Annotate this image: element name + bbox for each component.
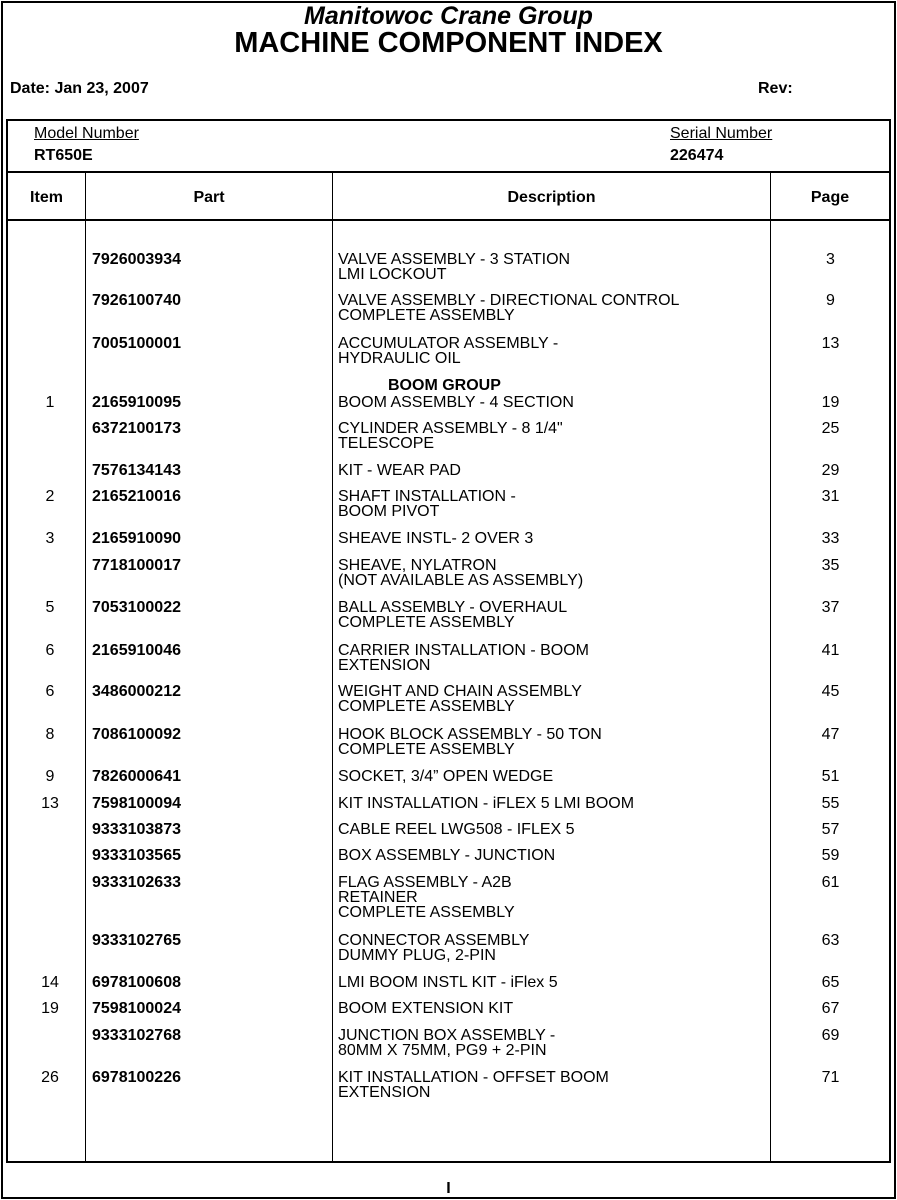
row-page-number: 13: [821, 335, 840, 352]
row-description: [338, 531, 533, 546]
column-divider-part: [332, 172, 333, 1161]
page-number: I: [446, 1180, 451, 1197]
row-part-number: 2165210016: [92, 488, 181, 505]
row-description: [338, 643, 589, 673]
row-page-number: 55: [821, 795, 840, 812]
row-description: [338, 1001, 513, 1016]
row-page-number: 3: [826, 251, 835, 268]
row-description: [338, 421, 563, 451]
row-description-line: KIT INSTALLATION - iFLEX 5 LMI BOOM: [338, 795, 635, 812]
row-description-line: COMPLETE ASSEMBLY: [338, 307, 515, 324]
row-description: [338, 463, 461, 478]
row-page-number: 51: [821, 768, 840, 785]
row-description: [338, 336, 558, 366]
row-description-line: FLAG ASSEMBLY - A2B: [338, 874, 512, 891]
row-description-line: JUNCTION BOX ASSEMBLY -: [338, 1027, 556, 1044]
row-description: [338, 293, 679, 323]
row-description-line: BALL ASSEMBLY - OVERHAUL: [338, 599, 568, 616]
row-description-line: CYLINDER ASSEMBLY - 8 1/4": [338, 420, 563, 437]
row-description-line: CARRIER INSTALLATION - BOOM: [338, 642, 589, 659]
row-description-line: HYDRAULIC OIL: [338, 350, 461, 367]
row-description-line: COMPLETE ASSEMBLY: [338, 698, 515, 715]
column-divider-description: [770, 172, 771, 1161]
row-description-line: (NOT AVAILABLE AS ASSEMBLY): [338, 572, 584, 589]
row-page-number: 25: [821, 420, 840, 437]
column-header-item: Item: [30, 189, 63, 206]
row-part-number: 6978100226: [92, 1069, 181, 1086]
row-item-number: 3: [45, 530, 55, 547]
row-item-number: 13: [41, 795, 59, 812]
row-part-number: 2165910095: [92, 394, 181, 411]
header-divider-top: [8, 171, 889, 173]
row-page-number: 71: [821, 1069, 840, 1086]
row-description-line: CONNECTOR ASSEMBLY: [338, 932, 530, 949]
row-part-number: 9333102768: [92, 1027, 181, 1044]
row-page-number: 61: [821, 874, 840, 891]
row-description-line: BOX ASSEMBLY - JUNCTION: [338, 847, 556, 864]
row-description-line: BOOM EXTENSION KIT: [338, 1000, 514, 1017]
row-part-number: 2165910046: [92, 642, 181, 659]
row-description: [338, 1028, 555, 1058]
row-part-number: 3486000212: [92, 683, 181, 700]
row-description: [338, 558, 583, 588]
row-page-number: 19: [821, 394, 840, 411]
row-description: [338, 727, 602, 757]
row-part-number: 7086100092: [92, 726, 181, 743]
row-page-number: 63: [821, 932, 840, 949]
row-description-line: HOOK BLOCK ASSEMBLY - 50 TON: [338, 726, 602, 743]
row-part-number: 7598100094: [92, 795, 181, 812]
row-item-number: 2: [45, 488, 55, 505]
row-description-line: EXTENSION: [338, 657, 431, 674]
row-description: [338, 848, 555, 863]
row-part-number: 7576134143: [92, 462, 181, 479]
row-part-number: 6978100608: [92, 974, 181, 991]
row-description: [338, 395, 574, 410]
row-description-line: DUMMY PLUG, 2-PIN: [338, 947, 496, 964]
row-part-number: 6372100173: [92, 420, 181, 437]
row-page-number: 29: [821, 462, 840, 479]
row-page-number: 37: [821, 599, 840, 616]
document-date: Date: Jan 23, 2007: [10, 80, 149, 97]
row-description-line: KIT INSTALLATION - OFFSET BOOM: [338, 1069, 609, 1086]
row-item-number: 26: [41, 1069, 59, 1086]
row-page-number: 45: [821, 683, 840, 700]
row-description: [338, 489, 516, 519]
row-item-number: 6: [45, 642, 55, 659]
row-page-number: 67: [821, 1000, 840, 1017]
row-part-number: 7598100024: [92, 1000, 181, 1017]
row-part-number: 9333103873: [92, 821, 181, 838]
serial-number-value: 226474: [670, 147, 724, 164]
row-description-line: KIT - WEAR PAD: [338, 462, 461, 479]
row-description-line: 80MM X 75MM, PG9 + 2-PIN: [338, 1042, 547, 1059]
row-description-line: SHEAVE, NYLATRON: [338, 557, 497, 574]
row-description-line: COMPLETE ASSEMBLY: [338, 741, 515, 758]
row-description-line: ACCUMULATOR ASSEMBLY -: [338, 335, 559, 352]
row-description-line: RETAINER: [338, 889, 418, 906]
row-description-line: SOCKET, 3/4” OPEN WEDGE: [338, 768, 554, 785]
model-number-label: Model Number: [34, 125, 139, 142]
row-item-number: 19: [41, 1000, 59, 1017]
row-description-line: SHAFT INSTALLATION -: [338, 488, 516, 505]
row-item-number: 1: [45, 394, 55, 411]
row-page-number: 65: [821, 974, 840, 991]
group-heading: BOOM GROUP: [388, 377, 501, 394]
column-header-description: Description: [507, 189, 596, 206]
page-title: MACHINE COMPONENT INDEX: [234, 27, 663, 59]
row-part-number: 7926100740: [92, 292, 181, 309]
row-page-number: 35: [821, 557, 840, 574]
row-part-number: 2165910090: [92, 530, 181, 547]
column-header-page: Page: [810, 189, 850, 206]
header-divider-bottom: [8, 219, 889, 221]
row-item-number: 6: [45, 683, 55, 700]
row-part-number: 7053100022: [92, 599, 181, 616]
row-item-number: 14: [41, 974, 59, 991]
row-part-number: 9333103565: [92, 847, 181, 864]
row-item-number: 9: [45, 768, 55, 785]
serial-number-label: Serial Number: [670, 125, 773, 142]
row-description: [338, 796, 634, 811]
row-page-number: 33: [821, 530, 840, 547]
row-description-line: VALVE ASSEMBLY - DIRECTIONAL CONTROL: [338, 292, 680, 309]
row-description: [338, 684, 582, 714]
row-description: [338, 975, 558, 990]
row-part-number: 7718100017: [92, 557, 181, 574]
component-table: [6, 119, 891, 1163]
row-page-number: 47: [821, 726, 840, 743]
row-description: [338, 769, 553, 784]
row-part-number: 9333102765: [92, 932, 181, 949]
column-header-part: Part: [193, 189, 225, 206]
row-description: [338, 252, 570, 282]
row-description-line: LMI LOCKOUT: [338, 266, 447, 283]
company-name: Manitowoc Crane Group: [304, 2, 593, 30]
row-description-line: LMI BOOM INSTL KIT - iFlex 5: [338, 974, 558, 991]
row-description-line: EXTENSION: [338, 1084, 431, 1101]
row-description-line: SHEAVE INSTL- 2 OVER 3: [338, 530, 534, 547]
row-page-number: 9: [826, 292, 835, 309]
row-item-number: 5: [45, 599, 55, 616]
row-description: [338, 822, 575, 837]
row-description-line: VALVE ASSEMBLY - 3 STATION: [338, 251, 571, 268]
row-part-number: 7826000641: [92, 768, 181, 785]
row-description-line: BOOM ASSEMBLY - 4 SECTION: [338, 394, 574, 411]
row-part-number: 7926003934: [92, 251, 181, 268]
row-description-line: CABLE REEL LWG508 - IFLEX 5: [338, 821, 575, 838]
row-item-number: 8: [45, 726, 55, 743]
row-description-line: COMPLETE ASSEMBLY: [338, 904, 515, 921]
row-page-number: 69: [821, 1027, 840, 1044]
row-part-number: 7005100001: [92, 335, 181, 352]
row-description-line: TELESCOPE: [338, 435, 435, 452]
row-page-number: 31: [821, 488, 840, 505]
row-page-number: 57: [821, 821, 840, 838]
row-description-line: COMPLETE ASSEMBLY: [338, 614, 515, 631]
row-description: [338, 933, 529, 963]
revision-label: Rev:: [758, 80, 793, 97]
row-page-number: 41: [821, 642, 840, 659]
model-number-value: RT650E: [34, 147, 93, 164]
row-part-number: 9333102633: [92, 874, 181, 891]
row-description: [338, 875, 515, 920]
row-description: [338, 1070, 609, 1100]
row-page-number: 59: [821, 847, 840, 864]
row-description: [338, 600, 567, 630]
row-description-line: BOOM PIVOT: [338, 503, 440, 520]
row-description-line: WEIGHT AND CHAIN ASSEMBLY: [338, 683, 582, 700]
